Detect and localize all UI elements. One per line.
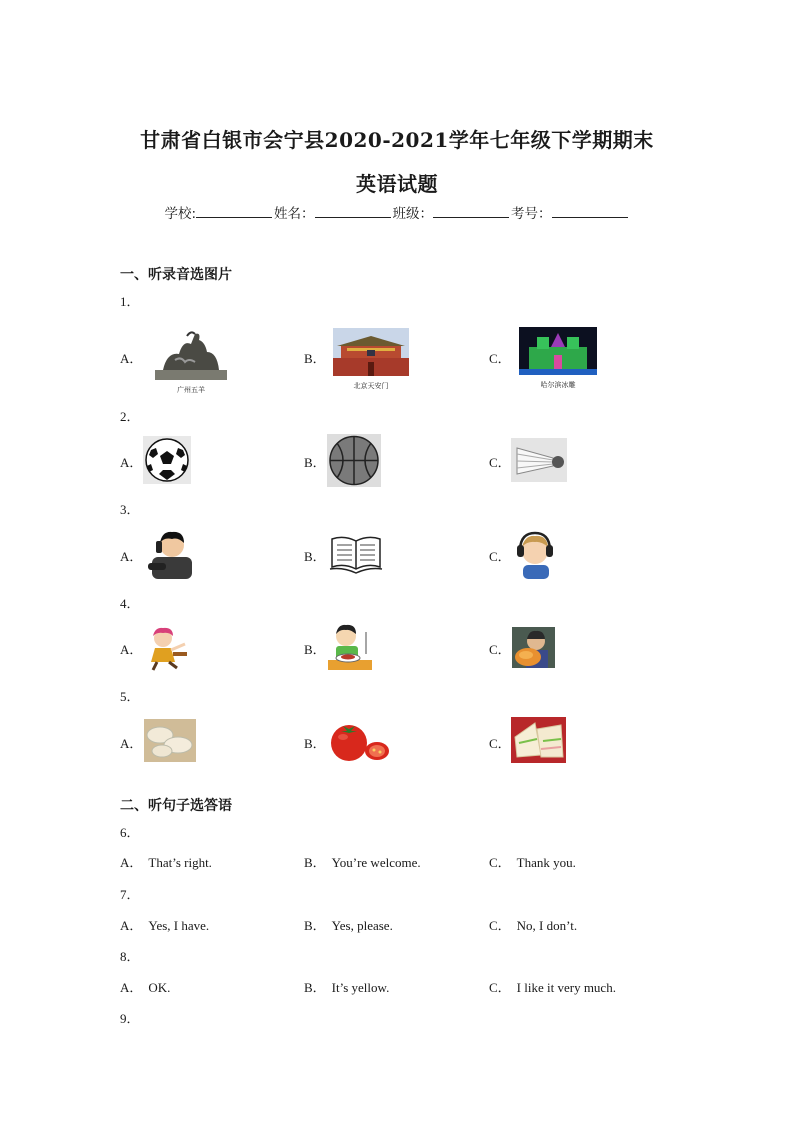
question-number: 3． xyxy=(120,502,140,517)
name-blank xyxy=(315,205,391,218)
option-label: B． xyxy=(304,736,326,751)
shuttlecock-icon[interactable] xyxy=(511,438,567,482)
tomato-icon[interactable] xyxy=(327,717,391,764)
goat-statue-icon[interactable] xyxy=(155,330,227,394)
question-number: 6． xyxy=(120,825,140,840)
option-label: C． xyxy=(489,549,511,564)
option-label: B． xyxy=(304,455,326,470)
dumplings-icon[interactable] xyxy=(144,719,196,762)
question-number: 4． xyxy=(120,596,140,611)
option-text: Thank you. xyxy=(516,855,576,870)
open-book-icon[interactable] xyxy=(328,531,384,575)
option-label: B． xyxy=(304,549,326,564)
option-label: A． xyxy=(120,351,143,366)
question-number: 8． xyxy=(120,949,140,964)
question-number: 9． xyxy=(120,1011,140,1026)
question-number: 5． xyxy=(120,689,140,704)
ice-sculpture-icon[interactable] xyxy=(519,327,597,389)
option-text: I like it very much. xyxy=(516,980,616,995)
option-b[interactable]: B． Yes, please. xyxy=(304,918,393,933)
student-info-line xyxy=(0,202,794,222)
boy-eating-icon[interactable] xyxy=(328,624,372,670)
option-label: B． xyxy=(304,642,326,657)
football-icon[interactable] xyxy=(143,436,191,484)
option-c[interactable]: C． No, I don’t. xyxy=(489,918,578,933)
option-c[interactable]: C． Thank you. xyxy=(489,855,576,870)
number-blank xyxy=(552,205,628,218)
school-blank xyxy=(196,205,272,218)
option-label: C． xyxy=(489,455,511,470)
option-b[interactable]: B． It’s yellow. xyxy=(304,980,390,995)
question-number: 2． xyxy=(120,409,140,424)
exam-title-line2: 英语试题 xyxy=(356,172,438,196)
option-a[interactable]: A． OK. xyxy=(120,980,171,995)
option-text: It’s yellow. xyxy=(331,980,390,995)
girl-headphones-icon[interactable] xyxy=(513,529,555,579)
option-a[interactable]: A． That’s right. xyxy=(120,855,212,870)
question-number: 7． xyxy=(120,887,140,902)
boy-phone-icon[interactable] xyxy=(144,527,198,579)
option-text: OK. xyxy=(148,980,171,995)
option-label: A． xyxy=(120,455,143,470)
option-label: A． xyxy=(120,642,143,657)
question-number: 1． xyxy=(120,294,140,309)
sandwich-icon[interactable] xyxy=(511,717,566,763)
basketball-icon[interactable] xyxy=(327,434,381,487)
girl-dancing-icon[interactable] xyxy=(143,626,193,670)
option-b[interactable]: B． You’re welcome. xyxy=(304,855,421,870)
picture-caption: 北京天安门 xyxy=(353,382,389,390)
option-label: C． xyxy=(489,642,511,657)
school-label: 学校: xyxy=(164,206,197,222)
option-a[interactable]: A． Yes, I have. xyxy=(120,918,210,933)
picture-caption: 广州五羊 xyxy=(177,386,205,394)
class-blank xyxy=(433,205,509,218)
option-label: B． xyxy=(304,351,326,366)
option-c[interactable]: C． I like it very much. xyxy=(489,980,616,995)
number-label: 考号： xyxy=(511,206,552,222)
tiananmen-icon[interactable] xyxy=(333,328,409,388)
section-title-2: 二、听句子选答语 xyxy=(120,798,232,814)
class-label: 班级： xyxy=(392,206,434,222)
option-label: A． xyxy=(120,736,143,751)
child-bread-icon[interactable] xyxy=(512,627,555,668)
picture-caption: 哈尔滨冰雕 xyxy=(540,381,576,389)
option-text: That’s right. xyxy=(148,855,212,870)
option-text: No, I don’t. xyxy=(516,918,578,933)
option-label: C． xyxy=(489,351,511,366)
exam-title-line1: 甘肃省白银市会宁县2020-2021学年七年级下学期期末 xyxy=(140,128,654,152)
option-label: A． xyxy=(120,549,143,564)
name-label: 姓名： xyxy=(274,206,315,222)
option-text: You’re welcome. xyxy=(331,855,421,870)
option-text: Yes, please. xyxy=(331,918,393,933)
section-title-1: 一、听录音选图片 xyxy=(120,267,232,283)
option-label: C． xyxy=(489,736,511,751)
option-text: Yes, I have. xyxy=(148,918,210,933)
